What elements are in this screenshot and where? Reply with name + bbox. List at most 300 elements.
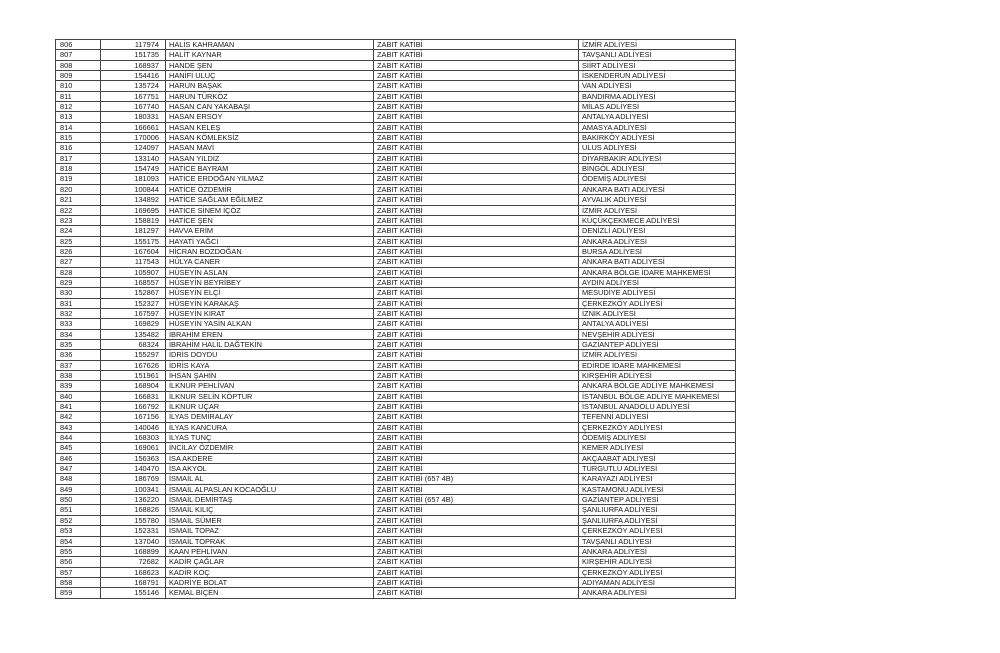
row-number-cell: 815 <box>56 133 101 143</box>
title-cell: ZABIT KATİBİ <box>374 515 579 525</box>
table-row <box>56 422 736 432</box>
title-cell: ZABIT KATİBİ <box>374 195 579 205</box>
table-row <box>56 308 736 318</box>
title-cell: ZABIT KATİBİ <box>374 184 579 194</box>
institution-cell: MİLAS ADLİYESİ <box>579 102 736 112</box>
institution-cell: ANKARA BÖLGE ADLİYE MAHKEMESİ <box>579 381 736 391</box>
row-number-cell: 853 <box>56 526 101 536</box>
table-row <box>56 71 736 81</box>
row-number-cell: 848 <box>56 474 101 484</box>
registry-number-cell: 180331 <box>101 112 166 122</box>
full-name-cell: HÜSEYİN KIRAT <box>166 308 374 318</box>
registry-number-cell: 167156 <box>101 412 166 422</box>
row-number-cell: 858 <box>56 577 101 587</box>
registry-number-cell: 168791 <box>101 577 166 587</box>
full-name-cell: İDRİS DOYDU <box>166 350 374 360</box>
registry-number-cell: 133140 <box>101 153 166 163</box>
institution-cell: ULUS ADLİYESİ <box>579 143 736 153</box>
full-name-cell: İLYAS KANCURA <box>166 422 374 432</box>
institution-cell: ANKARA BATI ADLİYESİ <box>579 184 736 194</box>
institution-cell: KASTAMONU ADLİYESİ <box>579 484 736 494</box>
title-cell: ZABIT KATİBİ <box>374 215 579 225</box>
row-number-cell: 830 <box>56 288 101 298</box>
registry-number-cell: 134892 <box>101 195 166 205</box>
table-body <box>56 40 736 599</box>
title-cell: ZABIT KATİBİ <box>374 381 579 391</box>
full-name-cell: KAAN PEHLİVAN <box>166 546 374 556</box>
full-name-cell: HARUN TÜRKÖZ <box>166 91 374 101</box>
full-name-cell: İNCİLAY ÖZDEMİR <box>166 443 374 453</box>
institution-cell: ANKARA BATI ADLİYESİ <box>579 257 736 267</box>
row-number-cell: 850 <box>56 495 101 505</box>
registry-number-cell: 154749 <box>101 164 166 174</box>
title-cell: ZABIT KATİBİ <box>374 91 579 101</box>
row-number-cell: 839 <box>56 381 101 391</box>
table-row <box>56 453 736 463</box>
title-cell: ZABIT KATİBİ <box>374 40 579 50</box>
title-cell: ZABIT KATİBİ <box>374 588 579 598</box>
title-cell: ZABIT KATİBİ <box>374 350 579 360</box>
full-name-cell: KADİR ÇAĞLAR <box>166 557 374 567</box>
full-name-cell: İSMAİL KILIÇ <box>166 505 374 515</box>
row-number-cell: 820 <box>56 184 101 194</box>
registry-number-cell: 169695 <box>101 205 166 215</box>
institution-cell: TEFENNİ ADLİYESİ <box>579 412 736 422</box>
full-name-cell: İSMAİL SÜMER <box>166 515 374 525</box>
row-number-cell: 837 <box>56 360 101 370</box>
table-row <box>56 257 736 267</box>
institution-cell: EDİRDE İDARE MAHKEMESİ <box>579 360 736 370</box>
row-number-cell: 819 <box>56 174 101 184</box>
institution-cell: ANTALYA ADLİYESİ <box>579 112 736 122</box>
table-row <box>56 40 736 50</box>
title-cell: ZABIT KATİBİ <box>374 536 579 546</box>
registry-number-cell: 168557 <box>101 277 166 287</box>
registry-number-cell: 140470 <box>101 464 166 474</box>
full-name-cell: İLKNUR PEHLİVAN <box>166 381 374 391</box>
registry-number-cell: 167740 <box>101 102 166 112</box>
row-number-cell: 816 <box>56 143 101 153</box>
table-row <box>56 557 736 567</box>
full-name-cell: İSMAİL TOPAZ <box>166 526 374 536</box>
table-row <box>56 588 736 598</box>
title-cell: ZABIT KATİBİ <box>374 153 579 163</box>
row-number-cell: 807 <box>56 50 101 60</box>
institution-cell: DİYARBAKIR ADLİYESİ <box>579 153 736 163</box>
registry-number-cell: 169061 <box>101 443 166 453</box>
registry-number-cell: 100844 <box>101 184 166 194</box>
registry-number-cell: 117543 <box>101 257 166 267</box>
table-row <box>56 433 736 443</box>
institution-cell: KIRŞEHİR ADLİYESİ <box>579 557 736 567</box>
row-number-cell: 845 <box>56 443 101 453</box>
full-name-cell: HALİT KAYNAR <box>166 50 374 60</box>
institution-cell: İZNİK ADLİYESİ <box>579 308 736 318</box>
title-cell: ZABIT KATİBİ <box>374 81 579 91</box>
registry-number-cell: 158819 <box>101 215 166 225</box>
title-cell: ZABIT KATİBİ <box>374 464 579 474</box>
registry-number-cell: 155175 <box>101 236 166 246</box>
row-number-cell: 841 <box>56 402 101 412</box>
institution-cell: İSKENDERUN ADLİYESİ <box>579 71 736 81</box>
table-row <box>56 577 736 587</box>
row-number-cell: 821 <box>56 195 101 205</box>
table-row <box>56 60 736 70</box>
full-name-cell: İLYAS TUNÇ <box>166 433 374 443</box>
title-cell: ZABIT KATİBİ <box>374 412 579 422</box>
full-name-cell: İHSAN ŞAHİN <box>166 371 374 381</box>
title-cell: ZABIT KATİBİ <box>374 526 579 536</box>
table-row <box>56 484 736 494</box>
row-number-cell: 855 <box>56 546 101 556</box>
registry-number-cell: 169829 <box>101 319 166 329</box>
row-number-cell: 846 <box>56 453 101 463</box>
title-cell: ZABIT KATİBİ <box>374 557 579 567</box>
table-row <box>56 371 736 381</box>
registry-number-cell: 168899 <box>101 546 166 556</box>
table-row <box>56 91 736 101</box>
full-name-cell: HATİCE SAĞLAM EĞİLMEZ <box>166 195 374 205</box>
full-name-cell: HİCRAN BOZDOĞAN <box>166 246 374 256</box>
registry-number-cell: 168826 <box>101 505 166 515</box>
registry-number-cell: 186769 <box>101 474 166 484</box>
institution-cell: GAZİANTEP ADLİYESİ <box>579 339 736 349</box>
registry-number-cell: 137040 <box>101 536 166 546</box>
title-cell: ZABIT KATİBİ (657 4B) <box>374 474 579 484</box>
table-row <box>56 112 736 122</box>
title-cell: ZABIT KATİBİ <box>374 246 579 256</box>
row-number-cell: 833 <box>56 319 101 329</box>
title-cell: ZABIT KATİBİ <box>374 267 579 277</box>
registry-number-cell: 72682 <box>101 557 166 567</box>
registry-number-cell: 105907 <box>101 267 166 277</box>
row-number-cell: 808 <box>56 60 101 70</box>
table-row <box>56 339 736 349</box>
institution-cell: İZMİR ADLİYESİ <box>579 350 736 360</box>
table-row <box>56 350 736 360</box>
institution-cell: BAKIRKÖY ADLİYESİ <box>579 133 736 143</box>
registry-number-cell: 168937 <box>101 60 166 70</box>
row-number-cell: 826 <box>56 246 101 256</box>
registry-number-cell: 124097 <box>101 143 166 153</box>
registry-number-cell: 100341 <box>101 484 166 494</box>
row-number-cell: 832 <box>56 308 101 318</box>
registry-number-cell: 154416 <box>101 71 166 81</box>
title-cell: ZABIT KATİBİ <box>374 226 579 236</box>
full-name-cell: İBRAHİM HALİL DAĞTEKİN <box>166 339 374 349</box>
institution-cell: AYVALIK ADLİYESİ <box>579 195 736 205</box>
row-number-cell: 825 <box>56 236 101 246</box>
registry-number-cell: 68324 <box>101 339 166 349</box>
full-name-cell: HANİFİ ULUÇ <box>166 71 374 81</box>
title-cell: ZABIT KATİBİ <box>374 133 579 143</box>
table-row <box>56 505 736 515</box>
title-cell: ZABIT KATİBİ <box>374 288 579 298</box>
full-name-cell: İSMAİL AL <box>166 474 374 484</box>
full-name-cell: HÜLYA CANER <box>166 257 374 267</box>
title-cell: ZABIT KATİBİ <box>374 60 579 70</box>
table-row <box>56 164 736 174</box>
full-name-cell: İLYAS DEMİRALAY <box>166 412 374 422</box>
registry-number-cell: 155146 <box>101 588 166 598</box>
registry-number-cell: 166831 <box>101 391 166 401</box>
institution-cell: BİNGÖL ADLİYESİ <box>579 164 736 174</box>
registry-number-cell: 155297 <box>101 350 166 360</box>
title-cell: ZABIT KATİBİ <box>374 360 579 370</box>
title-cell: ZABIT KATİBİ <box>374 339 579 349</box>
registry-number-cell: 155780 <box>101 515 166 525</box>
institution-cell: KIRŞEHİR ADLİYESİ <box>579 371 736 381</box>
institution-cell: İSTANBUL BÖLGE ADLİYE MAHKEMESİ <box>579 391 736 401</box>
institution-cell: İSTANBUL ANADOLU ADLİYESİ <box>579 402 736 412</box>
full-name-cell: HASAN CAN YAKABAŞI <box>166 102 374 112</box>
full-name-cell: HATİCE BAYRAM <box>166 164 374 174</box>
registry-number-cell: 166661 <box>101 122 166 132</box>
row-number-cell: 840 <box>56 391 101 401</box>
institution-cell: İZMİR ADLİYESİ <box>579 205 736 215</box>
registry-number-cell: 135724 <box>101 81 166 91</box>
title-cell: ZABIT KATİBİ <box>374 102 579 112</box>
institution-cell: VAN ADLİYESİ <box>579 81 736 91</box>
table-row <box>56 153 736 163</box>
registry-number-cell: 135482 <box>101 329 166 339</box>
registry-number-cell: 136220 <box>101 495 166 505</box>
table-row <box>56 226 736 236</box>
full-name-cell: İSMAİL TOPRAK <box>166 536 374 546</box>
title-cell: ZABIT KATİBİ <box>374 71 579 81</box>
institution-cell: ANKARA ADLİYESİ <box>579 236 736 246</box>
row-number-cell: 859 <box>56 588 101 598</box>
title-cell: ZABIT KATİBİ <box>374 433 579 443</box>
title-cell: ZABIT KATİBİ <box>374 422 579 432</box>
title-cell: ZABIT KATİBİ <box>374 402 579 412</box>
table-row <box>56 184 736 194</box>
table-row <box>56 122 736 132</box>
institution-cell: ÇERKEZKÖY ADLİYESİ <box>579 422 736 432</box>
title-cell: ZABIT KATİBİ <box>374 484 579 494</box>
title-cell: ZABIT KATİBİ <box>374 164 579 174</box>
row-number-cell: 811 <box>56 91 101 101</box>
table-row <box>56 143 736 153</box>
table-row <box>56 443 736 453</box>
row-number-cell: 854 <box>56 536 101 546</box>
row-number-cell: 851 <box>56 505 101 515</box>
row-number-cell: 852 <box>56 515 101 525</box>
full-name-cell: HATİCE ŞEN <box>166 215 374 225</box>
institution-cell: TAVŞANLI ADLİYESİ <box>579 50 736 60</box>
registry-number-cell: 152867 <box>101 288 166 298</box>
row-number-cell: 831 <box>56 298 101 308</box>
full-name-cell: KADİR KOÇ <box>166 567 374 577</box>
full-name-cell: İSA AKYOL <box>166 464 374 474</box>
table-row <box>56 329 736 339</box>
full-name-cell: HÜSEYİN KARAKAŞ <box>166 298 374 308</box>
row-number-cell: 849 <box>56 484 101 494</box>
institution-cell: TAVŞANLI ADLİYESİ <box>579 536 736 546</box>
institution-cell: BANDIRMA ADLİYESİ <box>579 91 736 101</box>
institution-cell: KARAYAZI ADLİYESİ <box>579 474 736 484</box>
full-name-cell: HALİS KAHRAMAN <box>166 40 374 50</box>
registry-number-cell: 152327 <box>101 298 166 308</box>
row-number-cell: 817 <box>56 153 101 163</box>
row-number-cell: 810 <box>56 81 101 91</box>
row-number-cell: 827 <box>56 257 101 267</box>
table-row <box>56 277 736 287</box>
table-row <box>56 50 736 60</box>
title-cell: ZABIT KATİBİ <box>374 308 579 318</box>
table-row <box>56 474 736 484</box>
registry-number-cell: 167626 <box>101 360 166 370</box>
title-cell: ZABIT KATİBİ <box>374 329 579 339</box>
table-row <box>56 236 736 246</box>
title-cell: ZABIT KATİBİ <box>374 453 579 463</box>
registry-number-cell: 140046 <box>101 422 166 432</box>
registry-number-cell: 181297 <box>101 226 166 236</box>
full-name-cell: HAVVA ERİM <box>166 226 374 236</box>
row-number-cell: 857 <box>56 567 101 577</box>
table-row <box>56 319 736 329</box>
institution-cell: AKÇAABAT ADLİYESİ <box>579 453 736 463</box>
table-row <box>56 288 736 298</box>
table-row <box>56 391 736 401</box>
table-row <box>56 412 736 422</box>
registry-number-cell: 156363 <box>101 453 166 463</box>
institution-cell: ŞANLIURFA ADLİYESİ <box>579 515 736 525</box>
registry-number-cell: 151735 <box>101 50 166 60</box>
full-name-cell: HARUN BAŞAK <box>166 81 374 91</box>
registry-number-cell: 167597 <box>101 308 166 318</box>
title-cell: ZABIT KATİBİ <box>374 371 579 381</box>
full-name-cell: HÜSEYİN ASLAN <box>166 267 374 277</box>
title-cell: ZABIT KATİBİ (657 4B) <box>374 495 579 505</box>
title-cell: ZABIT KATİBİ <box>374 443 579 453</box>
institution-cell: KÜÇÜKÇEKMECE ADLİYESİ <box>579 215 736 225</box>
title-cell: ZABIT KATİBİ <box>374 122 579 132</box>
title-cell: ZABIT KATİBİ <box>374 205 579 215</box>
row-number-cell: 828 <box>56 267 101 277</box>
row-number-cell: 836 <box>56 350 101 360</box>
institution-cell: ÖDEMİŞ ADLİYESİ <box>579 174 736 184</box>
full-name-cell: İSMAİL ALPASLAN KOCAOĞLU <box>166 484 374 494</box>
title-cell: ZABIT KATİBİ <box>374 143 579 153</box>
institution-cell: ADIYAMAN ADLİYESİ <box>579 577 736 587</box>
full-name-cell: HASAN KELEŞ <box>166 122 374 132</box>
registry-number-cell: 181093 <box>101 174 166 184</box>
full-name-cell: HÜSEYİN BEYRİBEY <box>166 277 374 287</box>
full-name-cell: HASAN MAVİ <box>166 143 374 153</box>
title-cell: ZABIT KATİBİ <box>374 298 579 308</box>
full-name-cell: İBRAHİM EREN <box>166 329 374 339</box>
row-number-cell: 838 <box>56 371 101 381</box>
institution-cell: ANKARA ADLİYESİ <box>579 588 736 598</box>
row-number-cell: 809 <box>56 71 101 81</box>
institution-cell: GAZİANTEP ADLİYESİ <box>579 495 736 505</box>
full-name-cell: İLKNUR UÇAR <box>166 402 374 412</box>
row-number-cell: 812 <box>56 102 101 112</box>
full-name-cell: İDRİS KAYA <box>166 360 374 370</box>
row-number-cell: 829 <box>56 277 101 287</box>
row-number-cell: 824 <box>56 226 101 236</box>
row-number-cell: 823 <box>56 215 101 225</box>
title-cell: ZABIT KATİBİ <box>374 577 579 587</box>
institution-cell: ÇERKEZKÖY ADLİYESİ <box>579 298 736 308</box>
full-name-cell: İSMAİL DEMİRTAŞ <box>166 495 374 505</box>
table-row <box>56 526 736 536</box>
institution-cell: BURSA ADLİYESİ <box>579 246 736 256</box>
appointment-list-sheet <box>55 39 736 599</box>
table-row <box>56 267 736 277</box>
institution-cell: DENİZLİ ADLİYESİ <box>579 226 736 236</box>
institution-cell: NEVŞEHİR ADLİYESİ <box>579 329 736 339</box>
row-number-cell: 814 <box>56 122 101 132</box>
title-cell: ZABIT KATİBİ <box>374 391 579 401</box>
full-name-cell: HÜSEYİN ELÇİ <box>166 288 374 298</box>
institution-cell: SİİRT ADLİYESİ <box>579 60 736 70</box>
table-row <box>56 205 736 215</box>
table-row <box>56 360 736 370</box>
row-number-cell: 835 <box>56 339 101 349</box>
table-row <box>56 133 736 143</box>
row-number-cell: 847 <box>56 464 101 474</box>
table-row <box>56 195 736 205</box>
row-number-cell: 844 <box>56 433 101 443</box>
full-name-cell: HASAN YILDIZ <box>166 153 374 163</box>
table-row <box>56 246 736 256</box>
row-number-cell: 856 <box>56 557 101 567</box>
registry-number-cell: 168623 <box>101 567 166 577</box>
institution-cell: ANKARA ADLİYESİ <box>579 546 736 556</box>
institution-cell: ÇERKEZKÖY ADLİYESİ <box>579 567 736 577</box>
full-name-cell: KEMAL BİÇEN <box>166 588 374 598</box>
full-name-cell: HÜSEYİN YASİN ALKAN <box>166 319 374 329</box>
full-name-cell: İLKNUR SELİN KÖPTUR <box>166 391 374 401</box>
registry-number-cell: 167751 <box>101 91 166 101</box>
institution-cell: AYDIN ADLİYESİ <box>579 277 736 287</box>
row-number-cell: 822 <box>56 205 101 215</box>
institution-cell: İZMİR ADLİYESİ <box>579 40 736 50</box>
title-cell: ZABIT KATİBİ <box>374 277 579 287</box>
full-name-cell: HASAN KÖMLEKSİZ <box>166 133 374 143</box>
table-row <box>56 536 736 546</box>
table-row <box>56 174 736 184</box>
table-row <box>56 515 736 525</box>
full-name-cell: HATİCE ÖZDEMİR <box>166 184 374 194</box>
full-name-cell: HASAN ERSOY <box>166 112 374 122</box>
registry-number-cell: 167604 <box>101 246 166 256</box>
row-number-cell: 842 <box>56 412 101 422</box>
table-row <box>56 464 736 474</box>
table-row <box>56 402 736 412</box>
institution-cell: ŞANLIURFA ADLİYESİ <box>579 505 736 515</box>
registry-number-cell: 170006 <box>101 133 166 143</box>
full-name-cell: KADRİYE BOLAT <box>166 577 374 587</box>
table-row <box>56 81 736 91</box>
row-number-cell: 818 <box>56 164 101 174</box>
title-cell: ZABIT KATİBİ <box>374 112 579 122</box>
full-name-cell: HATİCE ERDOĞAN YILMAZ <box>166 174 374 184</box>
title-cell: ZABIT KATİBİ <box>374 236 579 246</box>
registry-number-cell: 166792 <box>101 402 166 412</box>
table-row <box>56 567 736 577</box>
institution-cell: ANKARA BÖLGE İDARE MAHKEMESİ <box>579 267 736 277</box>
registry-number-cell: 168904 <box>101 381 166 391</box>
row-number-cell: 834 <box>56 329 101 339</box>
institution-cell: AMASYA ADLİYESİ <box>579 122 736 132</box>
full-name-cell: İSA AKDERE <box>166 453 374 463</box>
title-cell: ZABIT KATİBİ <box>374 505 579 515</box>
registry-number-cell: 117974 <box>101 40 166 50</box>
table-row <box>56 298 736 308</box>
